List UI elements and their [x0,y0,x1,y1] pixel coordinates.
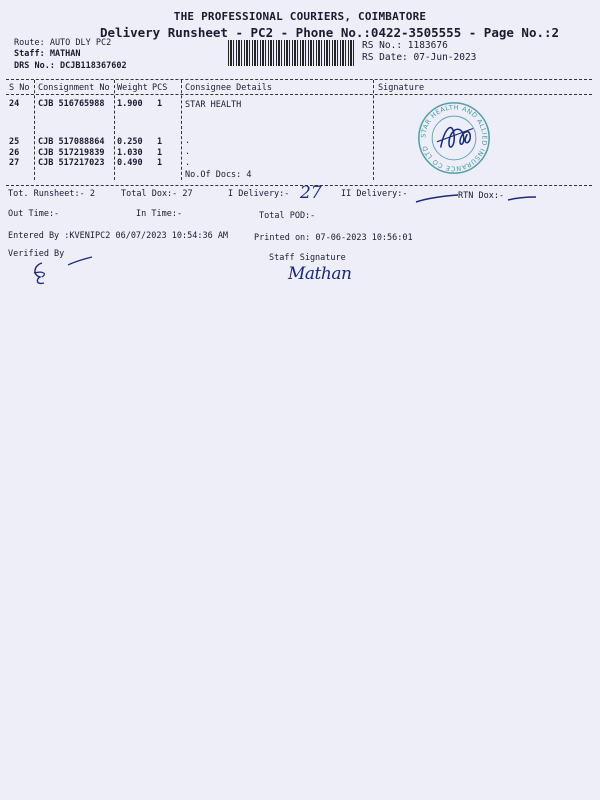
header-pcs: PCS [152,83,168,93]
header-sno: S No [9,83,30,93]
row-sno: 26 [9,148,20,158]
table-header-rule [6,94,592,95]
row-consignment: CJB 517219839 [38,148,105,158]
header-weight: Weight [117,83,148,93]
row-consignee: . [185,147,191,157]
row-weight: 1.030 [117,148,143,158]
total-pod: Total POD:- [259,211,316,221]
row-pcs: 1 [157,148,163,158]
ii-delivery-label: II Delivery:- [341,189,408,199]
printed-on: Printed on: 07-06-2023 10:56:01 [254,233,413,243]
stamp-text: STAR HEALTH AND ALLIED INSURANCE CO LTD [419,103,489,173]
route-label: Route: AUTO DLY PC2 [14,38,112,48]
company-stamp [416,100,492,176]
row-consignment: CJB 517088864 [38,137,105,147]
row-pcs: 1 [157,137,163,147]
row-consignee: STAR HEALTH [185,100,242,110]
entered-by: Entered By :KVENIPC2 06/07/2023 10:54:36 AM [8,231,229,241]
column-divider [34,80,35,180]
company-title: THE PROFESSIONAL COURIERS, COIMBATORE [173,10,427,23]
row-weight: 0.250 [117,137,143,147]
row-consignee: . [185,158,191,168]
row-sno: 27 [9,158,20,168]
staff-signature-handwritten: Mathan [288,264,352,284]
i-delivery-label: I Delivery:- [228,189,290,199]
no-of-docs: No.Of Docs: 4 [185,170,252,180]
runsheet-subtitle: Delivery Runsheet - PC2 - Phone No.:0422-3505555 - Page No.:2 [100,25,560,40]
verified-by-signature [28,255,94,287]
verified-by-label: Verified By [8,249,65,259]
row-pcs: 1 [157,99,163,109]
i-delivery-handwritten: 27 [300,183,322,203]
row-sno: 24 [9,99,20,109]
row-weight: 0.490 [117,158,143,168]
rtn-dox-dash [506,194,538,204]
row-weight: 1.900 [117,99,143,109]
header-signature: Signature [378,83,425,93]
ii-delivery-dash [414,192,460,206]
header-consignment: Consignment No [38,83,110,93]
column-divider [181,80,182,180]
row-consignment: CJB 516765988 [38,99,105,109]
barcode [228,40,356,66]
out-time: Out Time:- [8,209,60,219]
in-time: In Time:- [136,209,183,219]
table-top-rule [6,79,592,80]
drs-number: DRS No.: DCJB118367602 [14,61,127,71]
staff-label: Staff: MATHAN [14,49,81,59]
row-pcs: 1 [157,158,163,168]
row-consignee: . [185,136,191,146]
column-divider [373,80,374,180]
rs-date: RS Date: 07-Jun-2023 [362,52,477,63]
table-bottom-rule [6,185,592,186]
header-consignee: Consignee Details [185,83,272,93]
staff-signature-label: Staff Signature [269,253,346,263]
column-divider [114,80,115,180]
rtn-dox-label: RTN Dox:- [458,191,505,201]
total-dox: Total Dox:- 27 [121,189,193,199]
rs-number: RS No.: 1183676 [362,40,448,51]
row-consignment: CJB 517217023 [38,158,105,168]
tot-runsheet: Tot. Runsheet:- 2 [8,189,95,199]
row-sno: 25 [9,137,20,147]
